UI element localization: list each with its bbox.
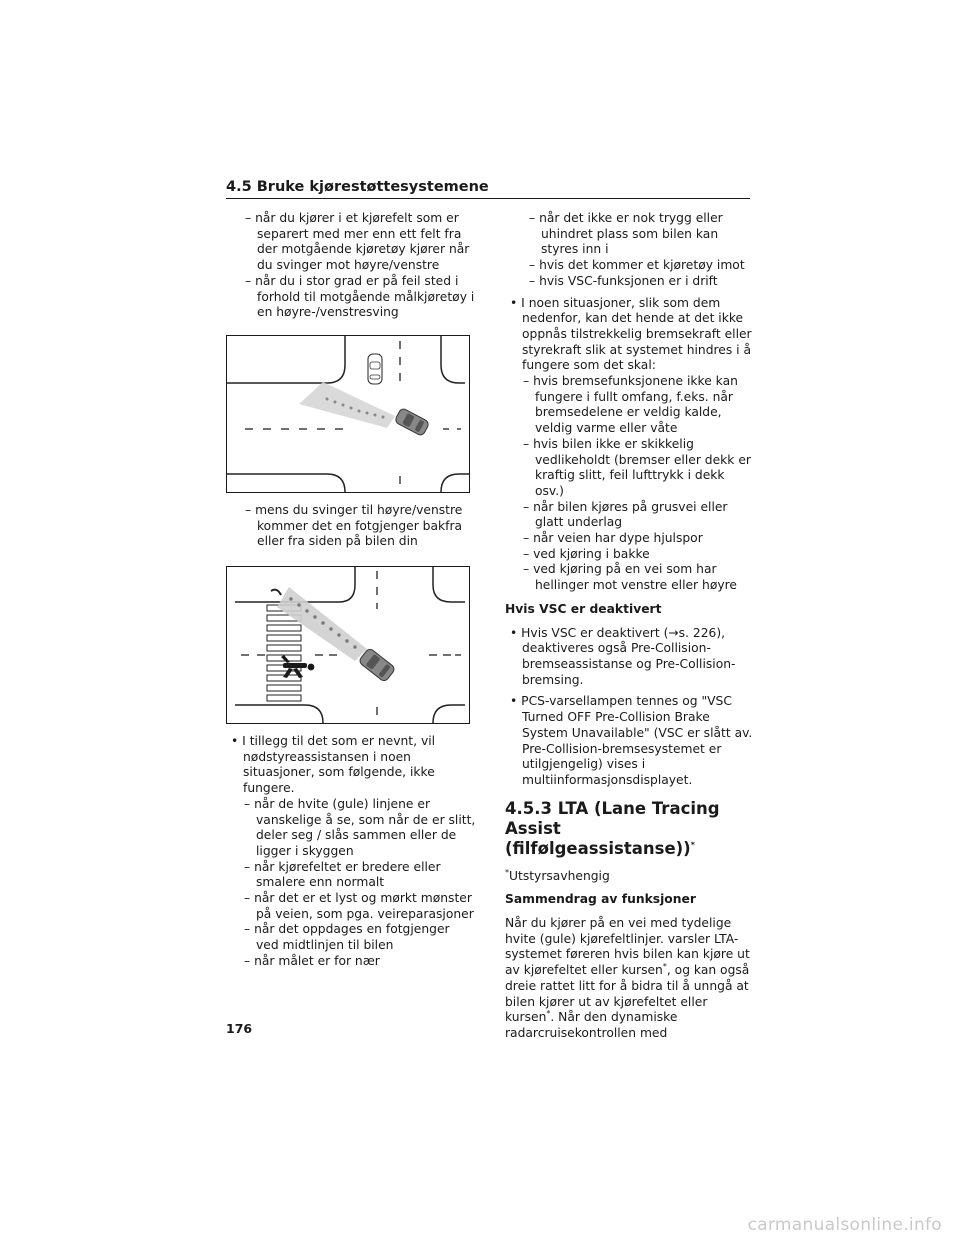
list-item: – når det er et lyst og mørkt mønster på veien, som pga. veireparasjoner bbox=[229, 891, 476, 922]
summary-text: . Når den dynamiske radarcruisekontrollen med bbox=[505, 1010, 678, 1040]
list-item: – når de hvite (gule) linjene er vanskelige å se, som når de er slitt, deler seg / slås sammen eller de ligger i skyggen bbox=[229, 797, 476, 860]
equipment-note bbox=[505, 869, 755, 885]
footnote-marker: * bbox=[690, 840, 695, 850]
right-column bbox=[505, 211, 755, 1042]
list-item: – når veien har dype hjulspor bbox=[508, 531, 755, 547]
list-item: – hvis bremsefunksjonene ikke kan fungere i fullt omfang, f.eks. når bremsedelene er veldig kalde, veldig varme eller våte bbox=[508, 374, 755, 437]
list-item: – når kjørefeltet er bredere eller smalere enn normalt bbox=[229, 860, 476, 891]
summary-paragraph bbox=[505, 916, 755, 1042]
footnote-marker: * bbox=[662, 962, 667, 972]
bullet-item: • PCS-varsellampen tennes og "VSC Turned OFF Pre-Collision Brake System Unavailable" (VSC er slått av. Pre-Collision-bremsesystemet er utilgjengelig) vises i multiinformasjonsdisplayet. bbox=[507, 694, 755, 788]
list-item: – når bilen kjøres på grusvei eller glatt underlag bbox=[508, 500, 755, 531]
vsc-heading: Hvis VSC er deaktivert bbox=[505, 601, 662, 616]
list-item: – ved kjøring i bakke bbox=[508, 547, 755, 563]
lta-heading bbox=[505, 799, 755, 859]
list-item: – hvis bilen ikke er skikkelig vedlikeholdt (bremser eller dekk er kraftig slitt, feil lufttrykk i dekk osv.) bbox=[508, 437, 755, 500]
bullet-item: • Hvis VSC er deaktivert (→s. 226), deaktiveres også Pre-Collision-bremseassistanse og Pre-Collision-bremsing. bbox=[507, 626, 755, 689]
section-divider bbox=[226, 198, 750, 199]
pedestrian-illustration bbox=[227, 567, 469, 723]
list-item: – når du kjører i et kjørefelt som er separert med mer enn ett felt fra der motgående kjøretøy kjører når du svinger mot høyre/venstre bbox=[231, 211, 476, 274]
footnote-marker: * bbox=[546, 1009, 551, 1019]
list-item: – når det oppdages en fotgjenger ved midtlinjen til bilen bbox=[229, 922, 476, 953]
left-column bbox=[226, 211, 476, 970]
list-item: – når det ikke er nok trygg eller uhindret plass som bilen kan styres inn i bbox=[515, 211, 755, 258]
summary-heading: Sammendrag av funksjoner bbox=[505, 892, 696, 907]
page-number: 176 bbox=[226, 1021, 253, 1036]
equipment-note-text: Utstyrsavhengig bbox=[509, 868, 610, 883]
list-item: – hvis VSC-funksjonen er i drift bbox=[515, 274, 755, 290]
summary-text: Når du kjører på en vei med tydelige hvite (gule) kjørefeltlinjer. varsler LTA-systemet føreren hvis bilen kan kjøre ut av kjørefeltet eller kursen bbox=[505, 916, 750, 978]
footnote-marker: * bbox=[505, 867, 509, 877]
list-item: – mens du svinger til høyre/venstre kommer det en fotgjenger bakfra eller fra siden på bilen din bbox=[231, 503, 476, 550]
list-item: – ved kjøring på en vei som har hellinger mot venstre eller høyre bbox=[508, 562, 755, 593]
watermark-link[interactable]: carmanualsonline.info bbox=[747, 1215, 942, 1235]
figure-pedestrian bbox=[226, 566, 470, 724]
lta-heading-line1: 4.5.3 LTA (Lane Tracing Assist bbox=[505, 798, 720, 838]
summary-text: , og kan også dreie rattet litt for å bidra til å unngå at bilen kjører ut av kjørefeltet eller kursen bbox=[505, 963, 750, 1025]
list-item: – hvis det kommer et kjøretøy imot bbox=[515, 258, 755, 274]
figure-turning-vehicle bbox=[226, 335, 470, 493]
list-item: – når målet er for nær bbox=[229, 954, 476, 970]
turning-vehicle-illustration bbox=[227, 336, 469, 492]
bullet-item: • I tillegg til det som er nevnt, vil nødstyreassistansen i noen situasjoner, som følgende, ikke fungere. bbox=[228, 734, 476, 797]
list-item: – når du i stor grad er på feil sted i forhold til motgående målkjøretøy i en høyre-/venstresving bbox=[231, 274, 476, 321]
bullet-item: • I noen situasjoner, slik som dem nedenfor, kan det hende at det ikke oppnås tilstrekkelig bremsekraft eller styrekraft slik at systemet hindres i å fungere som det skal: bbox=[507, 296, 755, 375]
section-title: 4.5 Bruke kjørestøttesystemene bbox=[226, 179, 489, 195]
lta-heading-line2: (filfølgeassistanse)) bbox=[505, 838, 691, 858]
